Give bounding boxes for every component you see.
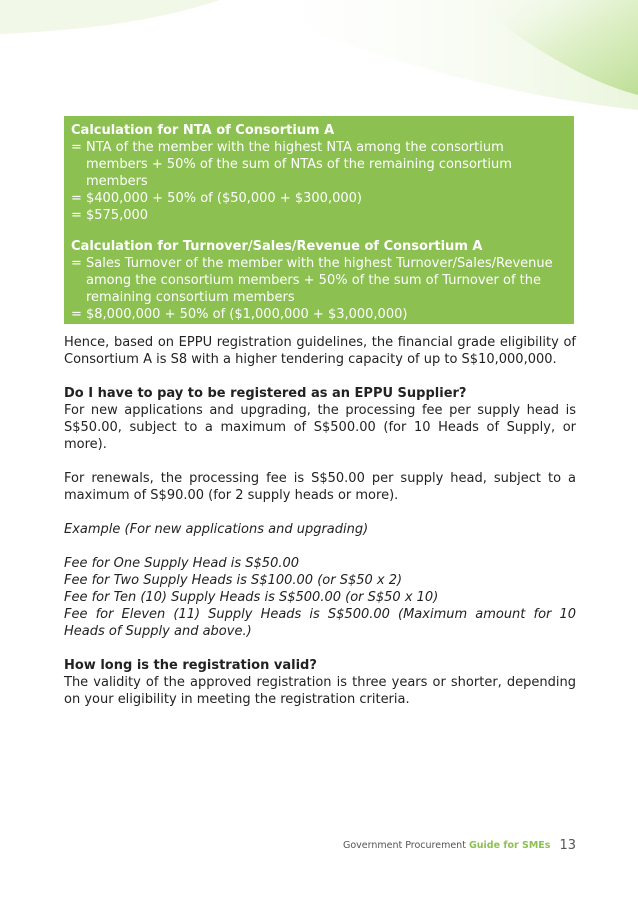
example-line: Fee for Ten (10) Supply Heads is S$500.00 (or S$50 x 10) [64,590,439,605]
equals-sign: = [71,140,82,155]
turnover-formula-values: $8,000,000 + 50% of ($1,000,000 + $3,000,000) [86,307,408,322]
footer-guide-title: Guide for SMEs [468,840,551,851]
example-line: Fee for Two Supply Heads is S$100.00 (or S$50 x 2) [64,573,403,588]
turnover-result: $10,000,000 [86,324,169,339]
question-fee-heading: Do I have to pay to be registered as an EPPU Supplier? [64,386,467,401]
calculation-box [64,116,574,339]
equals-sign: = [71,191,82,206]
nta-calculation-title: Calculation for NTA of Consortium A [71,123,335,138]
page-number: 13 [559,838,576,853]
example-line: Fee for One Supply Head is S$50.00 [64,556,300,571]
nta-formula-text: NTA of the member with the highest NTA among the consortium members + 50% of the sum of NTAs of the remaining consortium members [86,140,512,189]
fee-answer-paragraph: For new applications and upgrading, the processing fee per supply head is S$50.00, subject to a maximum of S$500.00 (for 10 Heads of Supply, or more). [64,403,576,452]
footer-publisher: Government Procurement [342,840,466,851]
renewals-paragraph: For renewals, the processing fee is S$50.00 per supply head, subject to a maximum of S$90.00 (for 2 supply heads or more). [64,471,576,503]
nta-formula-values: $400,000 + 50% of ($50,000 + $300,000) [86,191,362,206]
nta-line [71,139,566,190]
nta-line [71,190,566,207]
turnover-formula-text: Sales Turnover of the member with the highest Turnover/Sales/Revenue among the consortium members + 50% of the sum of Turnover of the remaining consortium members [86,256,553,305]
nta-result: $575,000 [86,208,149,223]
example-line: Fee for Eleven (11) Supply Heads is S$500.00 (Maximum amount for 10 Heads of Supply and above.) [64,607,576,639]
equals-sign: = [71,256,82,271]
turnover-calculation-title: Calculation for Turnover/Sales/Revenue of Consortium A [71,239,483,254]
turnover-line [71,306,566,323]
validity-answer-paragraph: The validity of the approved registration is three years or shorter, depending on your eligibility in meeting the registration criteria. [64,675,576,707]
equals-sign: = [71,208,82,223]
nta-line [71,207,566,224]
equals-sign: = [71,307,82,322]
hence-paragraph: Hence, based on EPPU registration guidelines, the financial grade eligibility of Consortium A is S8 with a higher tendering capacity of up to S$10,000,000. [64,335,576,367]
turnover-line [71,255,566,306]
body-content [64,334,576,708]
equals-sign: = [71,324,82,339]
question-validity-heading: How long is the registration valid? [64,658,317,673]
page-footer [343,838,576,853]
example-title: Example (For new applications and upgrading) [64,522,369,537]
